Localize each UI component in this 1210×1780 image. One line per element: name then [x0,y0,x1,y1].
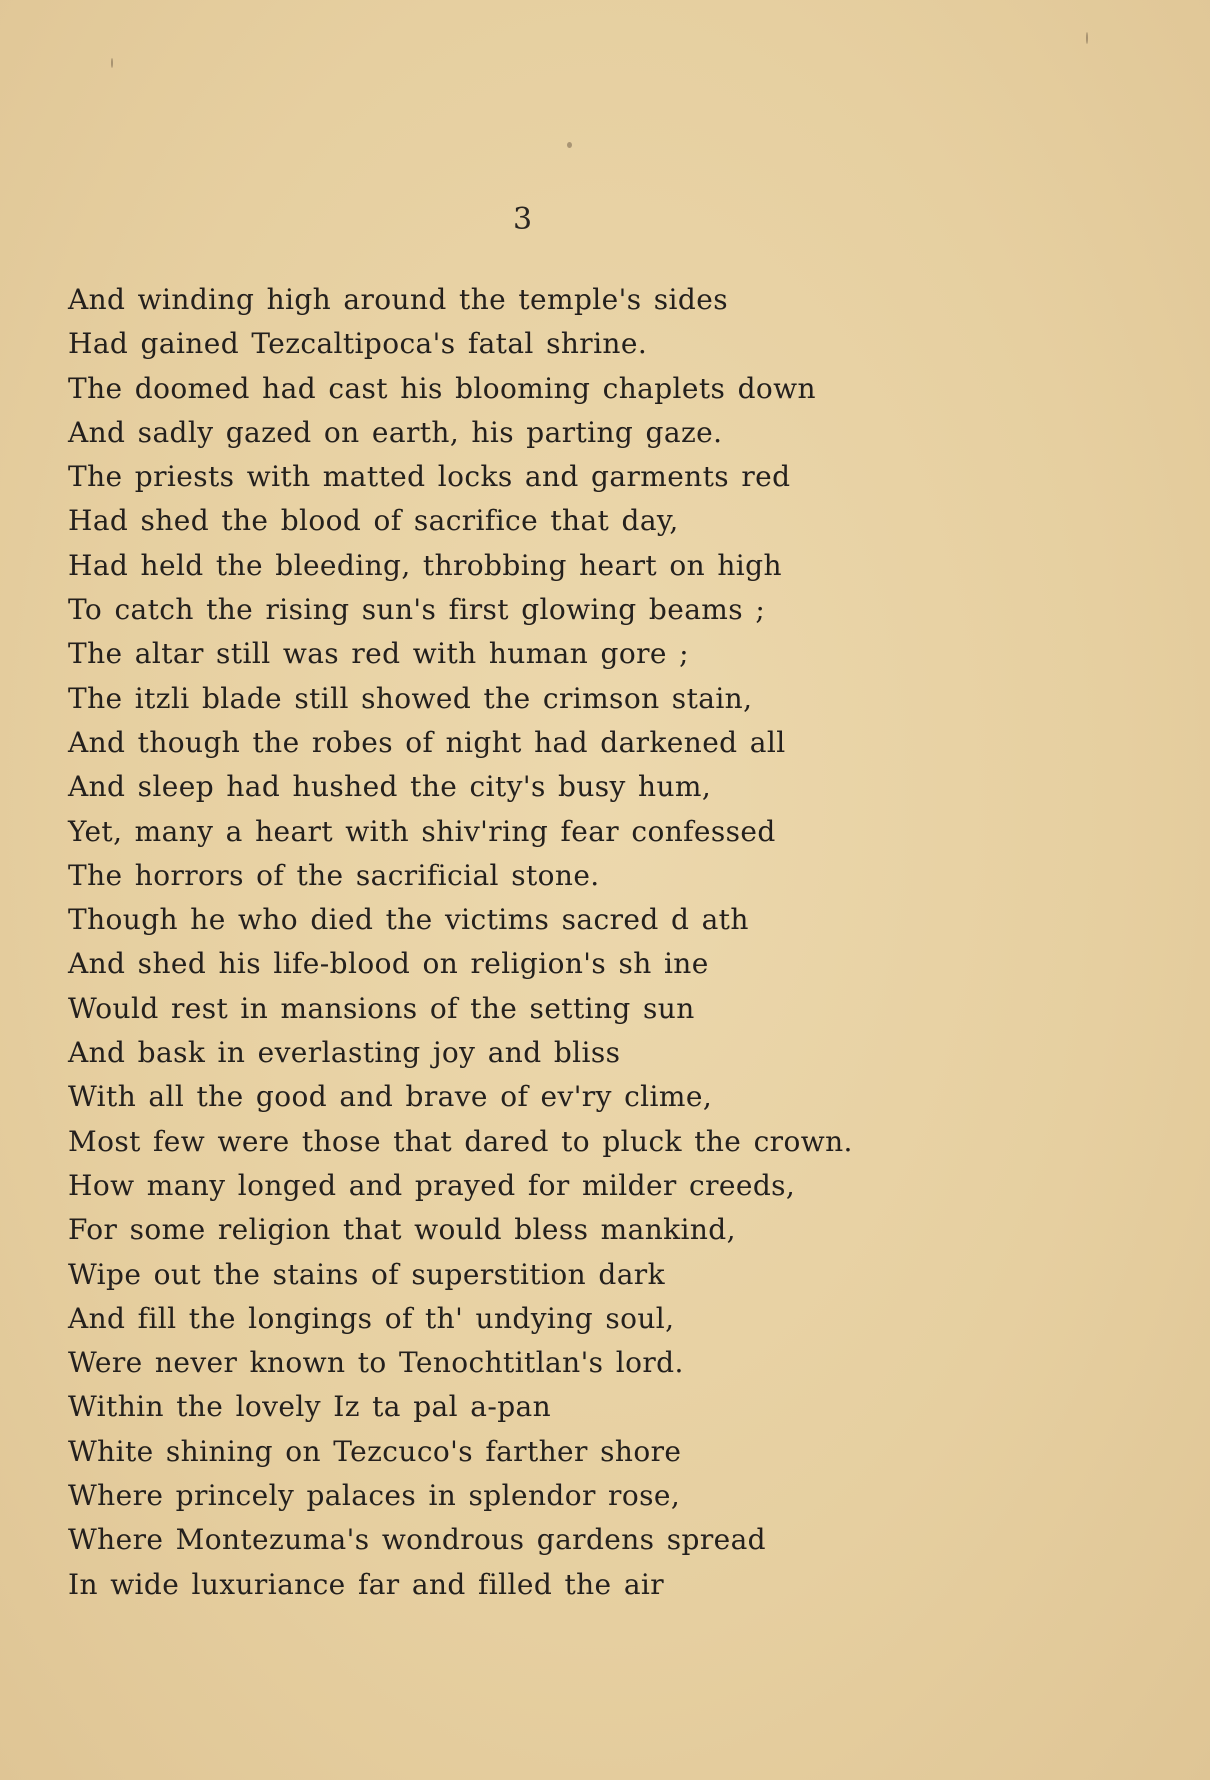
paper-speck [1086,32,1088,44]
poem-line: And sleep had hushed the city's busy hum, [68,770,712,804]
poem-line: And shed his life-blood on religion's sh ine [68,947,709,981]
poem-line: The horrors of the sacrificial stone. [68,858,600,892]
page-number: 3 [512,202,533,237]
poem-line: The doomed had cast his blooming chaplets down [68,371,816,405]
poem-line: And fill the longings of th' undying soul, [68,1301,675,1335]
poem-line: Had gained Tezcaltipoca's fatal shrine. [68,327,648,361]
poem-line: Yet, many a heart with shiv'ring fear confessed [68,814,776,848]
poem-line: How many longed and prayed for milder creeds, [68,1168,796,1202]
poem-line: Within the lovely Iz ta pal a-pan [68,1390,552,1424]
poem-line: Where princely palaces in splendor rose, [68,1479,681,1513]
paper-speck [567,142,572,148]
poem-line: In wide luxuriance far and filled the air [68,1567,665,1601]
poem-line: With all the good and brave of ev'ry clime, [68,1080,713,1114]
poem-line: Most few were those that dared to pluck the crown. [68,1124,853,1158]
poem-line: Where Montezuma's wondrous gardens spread [68,1523,767,1557]
poem-line: To catch the rising sun's first glowing beams ; [68,593,766,627]
poem-line: And winding high around the temple's sides [68,283,728,316]
poem-line: The itzli blade still showed the crimson stain, [68,681,753,715]
poem-line: Though he who died the victims sacred d ath [68,903,749,937]
poem-line: And though the robes of night had darkened all [68,725,786,759]
poem-line: Had shed the blood of sacrifice that day, [68,504,679,538]
poem-line: For some religion that would bless mankind, [68,1213,736,1247]
poem-line: White shining on Tezcuco's farther shore [68,1434,682,1468]
poem-line: Were never known to Tenochtitlan's lord. [68,1346,684,1380]
poem-line: And sadly gazed on earth, his parting gaze. [68,415,723,449]
poem-line: The altar still was red with human gore ; [68,637,689,671]
poem-line: Wipe out the stains of superstition dark [68,1257,665,1291]
poem-line: Would rest in mansions of the setting sun [68,991,695,1025]
poem-line: And bask in everlasting joy and bliss [68,1036,621,1070]
paper-speck [111,58,113,68]
poem-line: The priests with matted locks and garments red [68,460,791,494]
poem-line: Had held the bleeding, throbbing heart on high [68,548,782,582]
poem-text [68,278,853,1607]
